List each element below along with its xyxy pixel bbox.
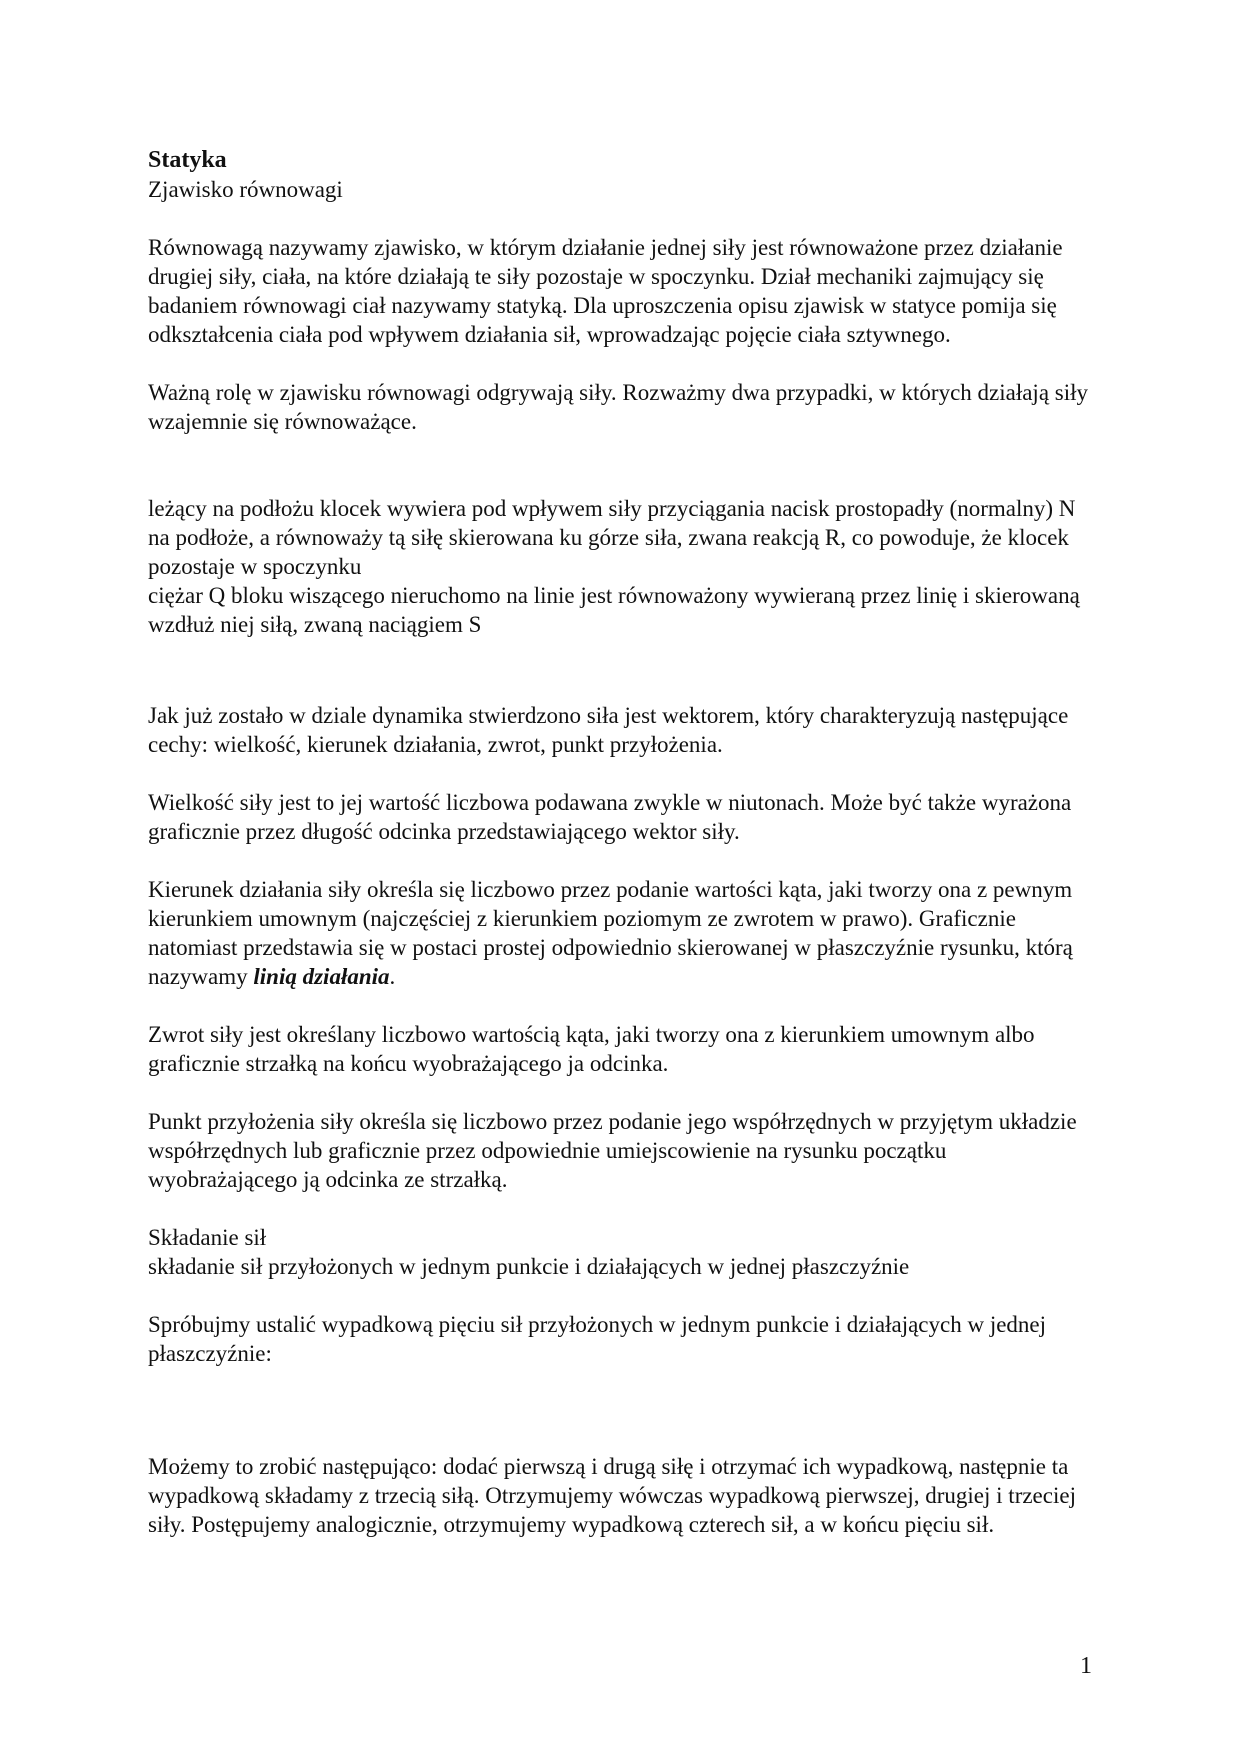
paragraph-force-magnitude: Wielkość siły jest to jej wartość liczbowa podawana zwykle w niutonach. Może być także wyrażona graficznie przez długość odcinka przedstawiającego wektor siły. — [148, 790, 1072, 844]
paragraph-composition-method: Możemy to zrobić następująco: dodać pierwszą i drugą siłę i otrzymać ich wypadkową, następnie ta wypadkową składamy z trzecią siłą. Otrzymujemy wówczas wypadkową pierwszej, drugiej i trzeciej siły. Postępujemy analogicznie, otrzymujemy wypadkową czterech sił, a w końcu pięciu sił. — [148, 1454, 1076, 1537]
force-direction-text: Kierunek działania siły określa się liczbowo przez podanie wartości kąta, jaki tworzy ona z pewnym kierunkiem umownym (najczęściej z kierunkiem poziomym ze zwrotem w prawo). Graficznie natomiast przedstawia się w postaci prostej odpowiednio skierowanej w płaszczyźnie rysunku, którą nazywamy — [148, 877, 1073, 989]
document-title: Statyka — [148, 147, 227, 173]
page-number: 1 — [1080, 1653, 1092, 1679]
paragraph-equilibrium-definition: Równowagą nazywamy zjawisko, w którym działanie jednej siły jest równoważone przez działanie drugiej siły, ciała, na które działają te siły pozostaje w spoczynku. Dział mechaniki zajmujący się badaniem równowagi ciał nazywamy statyką. Dla uproszczenia opisu zjawisk w statyce pomija się odkształcenia ciała pod wpływem działania sił, wprowadzając pojęcie ciała sztywnego. — [148, 235, 1063, 347]
document-subtitle: Zjawisko równowagi — [148, 177, 343, 202]
line-of-action-term: linią działania — [253, 964, 390, 989]
section-subheading-composition: składanie sił przyłożonych w jednym punkcie i działających w jednej płaszczyźnie — [148, 1254, 910, 1279]
paragraph-force-direction — [148, 875, 1088, 991]
document-body — [148, 146, 1088, 1539]
paragraph-point-of-application: Punkt przyłożenia siły określa się liczbowo przez podanie jego współrzędnych w przyjętym układzie współrzędnych lub graficznie przez odpowiednie umiejscowienie na rysunku początku wyobrażającego ją odcinka ze strzałką. — [148, 1109, 1077, 1192]
paragraph-case-hanging-block: ciężar Q bloku wiszącego nieruchomo na linie jest równoważony wywieraną przez linię i skierowaną wzdłuż niej siłą, zwaną naciągiem S — [148, 583, 1080, 637]
section-heading-composition: Składanie sił — [148, 1225, 267, 1250]
paragraph-forces-role: Ważną rolę w zjawisku równowagi odgrywają siły. Rozważmy dwa przypadki, w których działają siły wzajemnie się równoważące. — [148, 380, 1089, 434]
paragraph-force-vector: Jak już zostało w dziale dynamika stwierdzono siła jest wektorem, który charakteryzują następujące cechy: wielkość, kierunek działania, zwrot, punkt przyłożenia. — [148, 703, 1069, 757]
paragraph-case-block-on-ground: leżący na podłożu klocek wywiera pod wpływem siły przyciągania nacisk prostopadły (normalny) N na podłoże, a równoważy tą siłę skierowana ku górze siła, zwana reakcją R, co powoduje, że klocek pozostaje w spoczynku — [148, 496, 1076, 579]
paragraph-force-sense: Zwrot siły jest określany liczbowo wartością kąta, jaki tworzy ona z kierunkiem umownym albo graficznie strzałką na końcu wyobrażającego ja odcinka. — [148, 1022, 1035, 1076]
force-direction-end: . — [389, 964, 396, 989]
paragraph-five-forces: Spróbujmy ustalić wypadkową pięciu sił przyłożonych w jednym punkcie i działających w jednej płaszczyźnie: — [148, 1312, 1047, 1366]
